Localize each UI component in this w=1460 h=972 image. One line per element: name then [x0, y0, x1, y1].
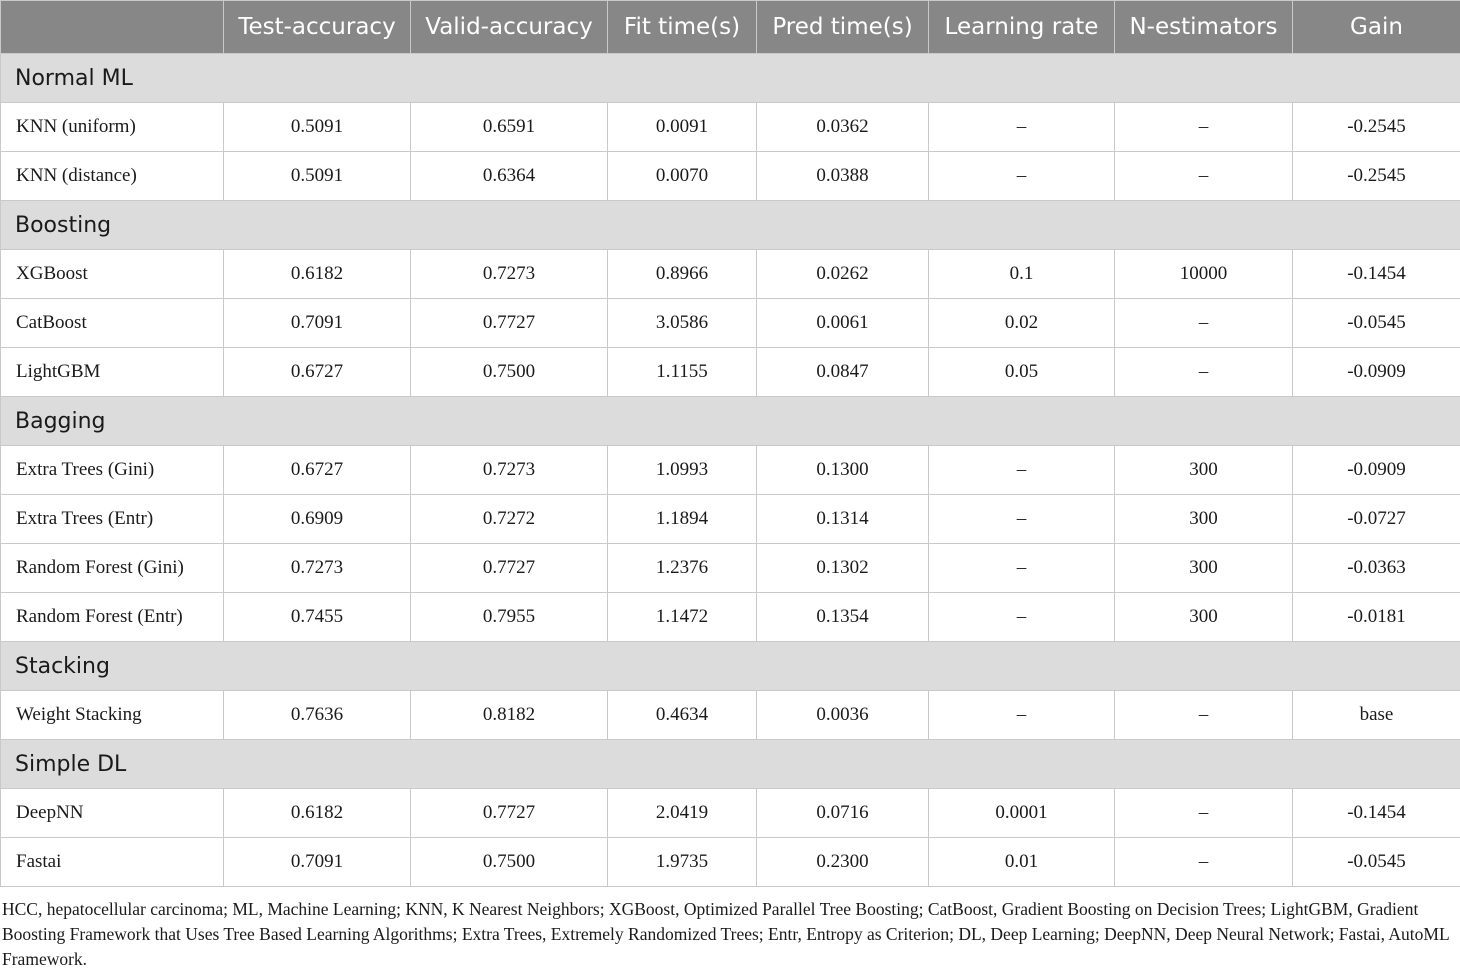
- value-cell: 0.0001: [929, 789, 1115, 838]
- group-label: Boosting: [1, 201, 1460, 250]
- table-row: [1, 691, 1460, 740]
- value-cell: 0.6727: [224, 348, 411, 397]
- value-cell: 0.0036: [757, 691, 929, 740]
- value-cell: 0.6909: [224, 495, 411, 544]
- value-cell: 0.7727: [411, 789, 608, 838]
- table-row: [1, 152, 1460, 201]
- value-cell: 0.0362: [757, 103, 929, 152]
- value-cell: 0.1300: [757, 446, 929, 495]
- value-cell: 0.7273: [411, 250, 608, 299]
- value-cell: 300: [1115, 495, 1293, 544]
- value-cell: 0.1314: [757, 495, 929, 544]
- value-cell: 0.6182: [224, 789, 411, 838]
- value-cell: 0.0388: [757, 152, 929, 201]
- value-cell: 0.8182: [411, 691, 608, 740]
- value-cell: 0.7091: [224, 838, 411, 887]
- value-cell: 0.0061: [757, 299, 929, 348]
- group-header-row: [1, 54, 1460, 103]
- value-cell: 0.7636: [224, 691, 411, 740]
- value-cell: 1.9735: [608, 838, 757, 887]
- value-cell: –: [929, 691, 1115, 740]
- model-name-cell: Fastai: [1, 838, 224, 887]
- model-name-cell: Random Forest (Gini): [1, 544, 224, 593]
- model-name-cell: KNN (distance): [1, 152, 224, 201]
- value-cell: 10000: [1115, 250, 1293, 299]
- value-cell: –: [1115, 691, 1293, 740]
- value-cell: 0.05: [929, 348, 1115, 397]
- value-cell: 0.4634: [608, 691, 757, 740]
- value-cell: 0.7500: [411, 348, 608, 397]
- model-name-cell: DeepNN: [1, 789, 224, 838]
- value-cell: –: [929, 593, 1115, 642]
- value-cell: -0.0363: [1293, 544, 1460, 593]
- model-name-cell: Weight Stacking: [1, 691, 224, 740]
- value-cell: 0.7727: [411, 299, 608, 348]
- value-cell: 0.5091: [224, 103, 411, 152]
- value-cell: 0.7273: [224, 544, 411, 593]
- value-cell: 300: [1115, 446, 1293, 495]
- value-cell: –: [929, 446, 1115, 495]
- header-cell-pred-time: Pred time(s): [757, 1, 929, 54]
- model-name-cell: KNN (uniform): [1, 103, 224, 152]
- table-row: [1, 789, 1460, 838]
- table-row: [1, 348, 1460, 397]
- value-cell: 0.1: [929, 250, 1115, 299]
- value-cell: –: [929, 544, 1115, 593]
- value-cell: 0.6727: [224, 446, 411, 495]
- value-cell: 300: [1115, 544, 1293, 593]
- table-row: [1, 593, 1460, 642]
- model-name-cell: LightGBM: [1, 348, 224, 397]
- model-name-cell: Extra Trees (Entr): [1, 495, 224, 544]
- value-cell: 0.7091: [224, 299, 411, 348]
- group-label: Simple DL: [1, 740, 1460, 789]
- value-cell: 300: [1115, 593, 1293, 642]
- value-cell: 0.1354: [757, 593, 929, 642]
- value-cell: 0.0070: [608, 152, 757, 201]
- group-header-row: [1, 201, 1460, 250]
- value-cell: 0.7955: [411, 593, 608, 642]
- value-cell: 0.7455: [224, 593, 411, 642]
- value-cell: 1.1155: [608, 348, 757, 397]
- group-label: Normal ML: [1, 54, 1460, 103]
- group-header-row: [1, 397, 1460, 446]
- value-cell: 0.7272: [411, 495, 608, 544]
- value-cell: 0.0262: [757, 250, 929, 299]
- model-name-cell: XGBoost: [1, 250, 224, 299]
- header-cell-fit-time: Fit time(s): [608, 1, 757, 54]
- table-row: [1, 544, 1460, 593]
- table-row: [1, 250, 1460, 299]
- model-name-cell: Extra Trees (Gini): [1, 446, 224, 495]
- header-cell-n-estimators: N-estimators: [1115, 1, 1293, 54]
- group-header-row: [1, 740, 1460, 789]
- header-row: [1, 1, 1460, 54]
- value-cell: –: [929, 152, 1115, 201]
- table-row: [1, 838, 1460, 887]
- group-header-row: [1, 642, 1460, 691]
- value-cell: -0.0727: [1293, 495, 1460, 544]
- value-cell: 0.6591: [411, 103, 608, 152]
- value-cell: 0.01: [929, 838, 1115, 887]
- value-cell: -0.0545: [1293, 299, 1460, 348]
- value-cell: –: [1115, 103, 1293, 152]
- header-cell-model: [1, 1, 224, 54]
- value-cell: -0.0545: [1293, 838, 1460, 887]
- header-cell-test-accuracy: Test-accuracy: [224, 1, 411, 54]
- value-cell: 3.0586: [608, 299, 757, 348]
- value-cell: 0.6182: [224, 250, 411, 299]
- value-cell: base: [1293, 691, 1460, 740]
- value-cell: -0.1454: [1293, 250, 1460, 299]
- value-cell: 0.7273: [411, 446, 608, 495]
- group-label: Stacking: [1, 642, 1460, 691]
- value-cell: –: [929, 495, 1115, 544]
- value-cell: -0.0909: [1293, 348, 1460, 397]
- value-cell: 0.0847: [757, 348, 929, 397]
- value-cell: 0.2300: [757, 838, 929, 887]
- header-cell-gain: Gain: [1293, 1, 1460, 54]
- value-cell: 1.1472: [608, 593, 757, 642]
- value-cell: 0.5091: [224, 152, 411, 201]
- value-cell: 0.0091: [608, 103, 757, 152]
- value-cell: 2.0419: [608, 789, 757, 838]
- value-cell: 0.1302: [757, 544, 929, 593]
- value-cell: 1.1894: [608, 495, 757, 544]
- value-cell: 0.8966: [608, 250, 757, 299]
- value-cell: 0.7500: [411, 838, 608, 887]
- model-name-cell: CatBoost: [1, 299, 224, 348]
- header-cell-learning-rate: Learning rate: [929, 1, 1115, 54]
- table-row: [1, 103, 1460, 152]
- value-cell: 1.0993: [608, 446, 757, 495]
- value-cell: –: [1115, 152, 1293, 201]
- value-cell: –: [1115, 348, 1293, 397]
- table-body: [1, 54, 1460, 887]
- table-row: [1, 299, 1460, 348]
- value-cell: –: [929, 103, 1115, 152]
- header-cell-valid-accuracy: Valid-accuracy: [411, 1, 608, 54]
- value-cell: 0.6364: [411, 152, 608, 201]
- value-cell: -0.0181: [1293, 593, 1460, 642]
- value-cell: 0.02: [929, 299, 1115, 348]
- model-name-cell: Random Forest (Entr): [1, 593, 224, 642]
- value-cell: -0.2545: [1293, 103, 1460, 152]
- group-label: Bagging: [1, 397, 1460, 446]
- value-cell: 1.2376: [608, 544, 757, 593]
- value-cell: 0.0716: [757, 789, 929, 838]
- value-cell: –: [1115, 789, 1293, 838]
- value-cell: -0.1454: [1293, 789, 1460, 838]
- value-cell: 0.7727: [411, 544, 608, 593]
- value-cell: –: [1115, 838, 1293, 887]
- value-cell: –: [1115, 299, 1293, 348]
- table-header: [1, 1, 1460, 54]
- value-cell: -0.0909: [1293, 446, 1460, 495]
- table-row: [1, 495, 1460, 544]
- value-cell: -0.2545: [1293, 152, 1460, 201]
- table-footnote: HCC, hepatocellular carcinoma; ML, Machine Learning; KNN, K Nearest Neighbors; XGBoost, Optimized Parallel Tree Boosting; CatBoost, Gradient Boosting on Decision Trees; LightGBM, Gradient Boosting Framework that Uses Tree Based Learning Algorithms; Extra Trees, Extremely Randomized Trees; Entr, Entropy as Criterion; DL, Deep Learning; DeepNN, Deep Neural Network; Fastai, AutoML Framework.: [2, 897, 1460, 972]
- table-row: [1, 446, 1460, 495]
